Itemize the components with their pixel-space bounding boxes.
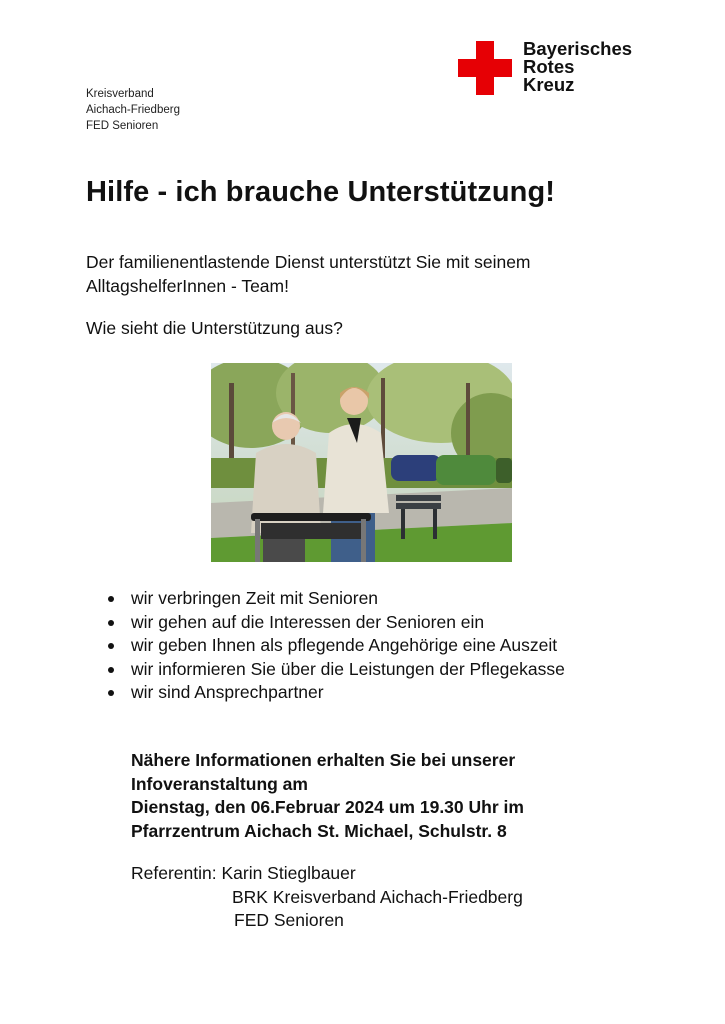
logo-line: Kreuz (523, 74, 575, 95)
logo-text (523, 40, 632, 94)
info-line: Infoveranstaltung am (131, 773, 308, 794)
bullet-dot-icon (108, 643, 114, 649)
org-line: FED Senioren (86, 120, 159, 132)
intro-text (86, 250, 531, 298)
list-item-text: wir verbringen Zeit mit Senioren (131, 588, 379, 608)
list-item (108, 681, 565, 705)
referent-org: BRK Kreisverband Aichach-Friedberg (232, 886, 523, 907)
bullet-dot-icon (108, 667, 114, 673)
page-title: Hilfe - ich brauche Unterstützung! (86, 176, 556, 208)
org-line: Kreisverband (86, 88, 154, 100)
org-line: Aichach-Friedberg (86, 104, 180, 116)
info-line: Dienstag, den 06.Februar 2024 um 19.30 Uhr im (131, 797, 524, 817)
logo-line: Rotes (523, 56, 575, 77)
event-info (131, 749, 524, 843)
list-item-text: wir informieren Sie über die Leistungen der Pflegekasse (131, 658, 565, 679)
bullet-dot-icon (108, 620, 114, 626)
brk-logo (458, 38, 648, 101)
question-text: Wie sieht die Unterstützung aus? (86, 318, 343, 338)
intro-line: Der familienentlastende Dienst unterstützt Sie mit seinem (86, 252, 531, 272)
list-item (108, 587, 565, 611)
bullet-list (108, 587, 565, 705)
info-line: Nähere Informationen erhalten Sie bei unserer (131, 750, 516, 770)
referent-dept: FED Senioren (234, 910, 344, 930)
intro-line: AlltagshelferInnen - Team! (86, 276, 289, 296)
list-item (108, 611, 565, 635)
bullet-dot-icon (108, 690, 114, 696)
seniors-photo (211, 363, 512, 562)
bullet-dot-icon (108, 596, 114, 602)
list-item (108, 658, 565, 682)
list-item-text: wir gehen auf die Interessen der Senioren ein (131, 611, 485, 632)
list-item-text: wir sind Ansprechpartner (131, 682, 324, 702)
logo-line: Bayerisches (523, 38, 633, 59)
red-cross-icon (458, 41, 512, 95)
list-item (108, 634, 565, 658)
info-line: Pfarrzentrum Aichach St. Michael, Schulstr. 8 (131, 820, 507, 841)
org-block (86, 86, 180, 134)
referent-name: Referentin: Karin Stieglbauer (131, 863, 356, 883)
list-item-text: wir geben Ihnen als pflegende Angehörige eine Auszeit (131, 635, 558, 655)
referent-block (131, 862, 523, 933)
